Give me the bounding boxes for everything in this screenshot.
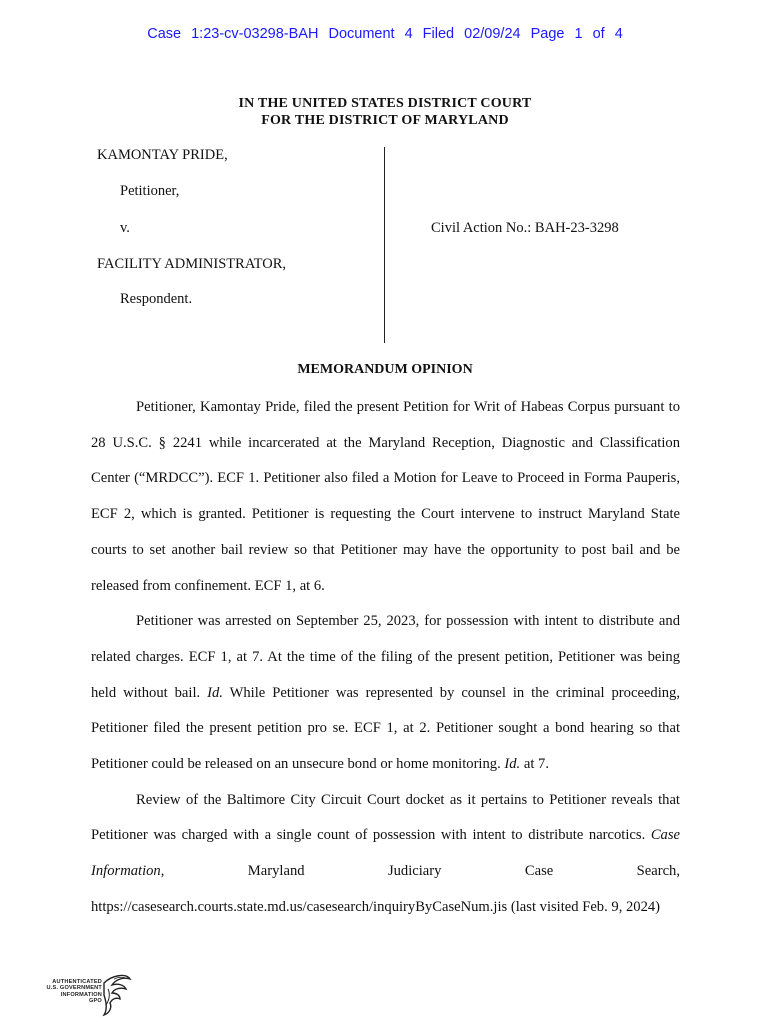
document-title: MEMORANDUM OPINION (297, 362, 473, 377)
filing-stamp: Case 1:23-cv-03298-BAH Document 4 Filed 02/09/24 Page 1 of 4 (147, 26, 623, 42)
paragraph-1: Petitioner, Kamontay Pride, filed the present Petition for Writ of Habeas Corpus pursuant to 28 U.S.C. § 2241 while incarcerated at the Maryland Reception, Diagnostic and Classification Center (“MRDCC”). ECF 1. Petitioner also filed a Motion for Leave to Proceed in Forma Pauperis, ECF 2, which is granted. Petitioner is requesting the Court intervene to instruct Maryland State courts to set another bail review so that Petitioner may have the opportunity to post bail and be released from confinement. ECF 1, at 6. (91, 399, 680, 594)
versus-label: v. (120, 220, 130, 236)
case-search-url: https://casesearch.courts.state.md.us/casesearch/inquiryByCaseNum.jis (last visited Feb. 9, 2024) (91, 898, 661, 915)
paragraph-3-url-line (91, 890, 680, 926)
paragraph-2-text-c: at 7. (520, 756, 549, 773)
logo-line-4: GPO (88, 998, 102, 1005)
gpo-authentication-logo (44, 973, 134, 1018)
civil-action-number: Civil Action No.: BAH-23-3298 (431, 220, 619, 236)
logo-line-3: INFORMATION (60, 991, 102, 998)
paragraph-3-text-b: , Maryland Judiciary Case Search, (160, 863, 680, 880)
court-heading (0, 95, 770, 129)
eagle-icon (100, 973, 132, 1017)
paragraph-3 (91, 783, 680, 890)
caption-divider (384, 147, 385, 343)
citation-information: Information (91, 863, 161, 880)
citation-case: Case (650, 827, 680, 844)
court-heading-line1: IN THE UNITED STATES DISTRICT COURT (238, 96, 532, 111)
petitioner-role: Petitioner, (120, 183, 180, 199)
respondent-role: Respondent. (120, 291, 193, 307)
citation-id-1: Id. (207, 684, 223, 701)
citation-id-2: Id. (504, 756, 521, 773)
logo-text (44, 979, 102, 1005)
petitioner-name: KAMONTAY PRIDE, (97, 147, 228, 163)
respondent-name: FACILITY ADMINISTRATOR, (97, 256, 287, 272)
paragraph-3-text-a: Review of the Baltimore City Circuit Court docket as it pertains to Petitioner reveals that Petitioner was charged with a single count of possession with intent to distribute narcotics. (91, 791, 680, 844)
paragraph-2-text-a: Petitioner was arrested on September 25, 2023, for possession with intent to distribute and related charges. ECF 1, at 7. At the time of the filing of the present petition, Petitioner was being held without bail. (91, 613, 680, 701)
paragraph-2 (91, 604, 680, 783)
paragraph-2-text-b: While Petitioner was represented by counsel in the criminal proceeding, Petitioner filed the present petition pro se. ECF 1, at 2. Petitioner sought a bond hearing so that Petitioner could be released on an unsecure bond or home monitoring. (91, 684, 680, 773)
logo-line-1: AUTHENTICATED (52, 979, 102, 985)
court-heading-line2: FOR THE DISTRICT OF MARYLAND (261, 113, 509, 128)
opinion-body (91, 390, 680, 926)
logo-line-2: U.S. GOVERNMENT (46, 985, 102, 992)
